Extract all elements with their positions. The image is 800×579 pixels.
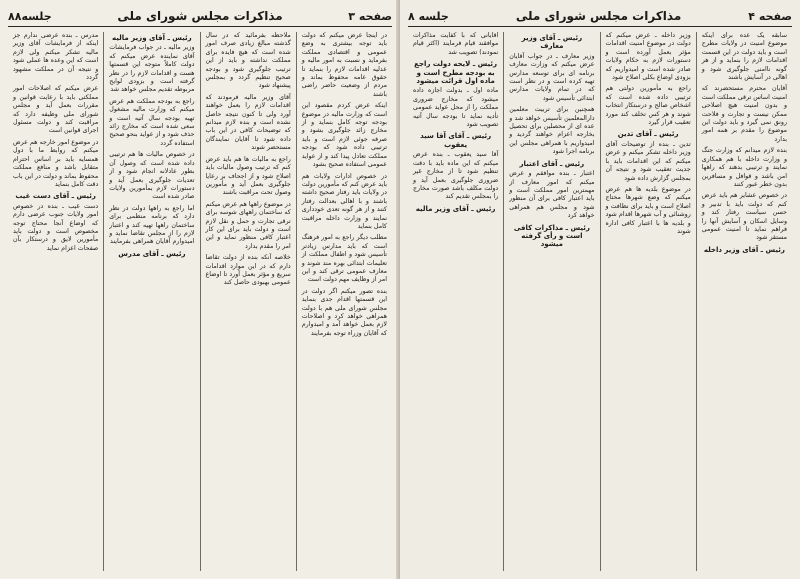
speaker-heading: رئیس ـ آقای وزیر مالیه (112, 34, 192, 42)
paragraph: آقای وزیر مالیه فرمودند که اقدامات لازم را بعمل خواهند آورد ولی تا کنون نتیجه حاصل نشده است و بنده لازم میدانم که توضیحات کافی در این باب داده شود تا آقایان نمایندگان مستحضر شوند (205, 93, 291, 152)
right-page-columns (408, 32, 792, 571)
text-column (504, 32, 600, 571)
text-column (201, 32, 297, 571)
paragraph: ماده اول ـ بدولت اجازه داده میشود که مخارج ضروری مملکت را از محل عواید عمومی تأدیه نماید تا بودجه سال آتیه تصویب شود (413, 87, 499, 129)
left-page-number: صفحه ۳ (348, 9, 392, 23)
text-column (601, 32, 697, 571)
paragraph: بنده لازم میدانم که وزارت جنگ و وزارت داخله با هم همکاری نمایند و ترتیبی بدهند که راهها امن باشد و قوافل و مسافرین بدون خطر عبور کنند (701, 147, 787, 188)
speaker-heading: رئیس ـ آقای آقا سید یعقوب (420, 132, 492, 149)
paragraph: آقا سید یعقوب ـ بنده عرض میکنم که این ماده باید با دقت تنظیم شود تا از مخارج غیر ضروری جلوگیری بعمل آید و دولت مکلف باشد صورت مخارج را بمجلس تقدیم کند (413, 151, 499, 201)
paragraph: در خصوص عشایر هم باید عرض کنم که دولت باید با تدبیر و حسن سیاست رفتار کند و وسایل اسکان و آسایش آنها را فراهم نماید تا امنیت عمومی مستقر شود (701, 192, 787, 242)
paragraph: راجع به مأمورین دولتی هم ترتیبی داده شده است که اشخاص صالح و درستکار انتخاب شوند و هر کس تخلف کند مورد تعقیب قرار گیرد (605, 85, 691, 127)
text-column (697, 32, 792, 571)
paragraph: وزیر داخله ـ عرض میکنم که دولت در موضوع امنیت اقدامات مؤثر بعمل آورده است و دستورات لازم به حکام ولایات صادر شده است و امیدواریم که بزودی اوضاع بکلی اصلاح شود (605, 32, 691, 82)
paragraph: اما راجع به راهها دولت در نظر دارد که برنامه منظمی برای ساختمان راهها تهیه کند و اعتبار لازم را از مجلس تقاضا نماید و امیدوارم آقایان همراهی بفرمایند (109, 204, 195, 246)
right-page-number: صفحه ۴ (748, 9, 792, 23)
text-column (408, 32, 504, 571)
paragraph: بنده تصور میکنم اگر دولت در این قسمتها اقدام جدی بنماید مجلس شورای ملی هم با دولت همراهی خواهد کرد و اصلاحات لازم بعمل خواهد آمد و امیدوارم که آقایان وزراء توجه بفرمایند (301, 287, 387, 337)
paragraph: آقایانی که با کفایت مذاکرات موافقند قیام فرمایند (اکثر قیام نمودند) تصویب شد (413, 32, 499, 56)
paragraph: در موضوع بلدیه ها هم عرض میکنم که وضع شهرها محتاج اصلاح است و باید برای نظافت و روشنائی و آب شهرها اقدام شود و بلدیه ها با اعتبار کافی اداره شوند (605, 185, 691, 235)
text-column (8, 32, 104, 571)
right-session-number: جلسه ۸ (408, 9, 449, 23)
speaker-heading: رئیس ـ آقای وزیر داخله (703, 245, 785, 254)
paragraph: همچنین برای تربیت معلمین دارالمعلمین تأسیس خواهد شد و عده ای از محصلین برای تحصیل بخارجه اعزام خواهند گردید و امیدواریم با همراهی مجلس این برنامه اجرا شود (509, 106, 595, 156)
paragraph: سابقه یک عده برای اینکه موضوع امنیت در ولایات مطرح است و باید دولت در این قسمت اقدامات لازم را بنماید و از هر گونه ناامنی جلوگیری شود و اهالی در آسایش باشند (701, 32, 787, 82)
paragraph: اینکه عرض کردم مقصود این است که وزارت مالیه در موضوع بودجه توجه کامل بنماید و از مخارج زائد جلوگیری بشود و صرفه جوئی لازم است و باید ترتیبی داده شود که بودجه مملکت تعادل پیدا کند و از عواید عمومی استفاده صحیح بشود (301, 102, 387, 169)
paragraph: ملاحظه بفرمائید که در سال گذشته مبالغ زیادی صرف امور شده است که هیچ فایده برای مملکت نداشته و باید از این ترتیب جلوگیری شود و بودجه صحیح تنظیم گردد و بمجلس پیشنهاد شود (205, 32, 291, 90)
paragraph: مطلب دیگر راجع به امور فرهنگ است که باید مدارس زیادتر تأسیس شود و اطفال مملکت از تعلیمات ابتدائی بهره مند شوند و معارف عمومی ترقی کند و این امر از وظایف مهم دولت است (301, 234, 387, 284)
paragraph: در اینجا عرض میکنم که دولت باید توجه بیشتری به وضع عمومی و اقتصادی مملکت بفرماید و نسبت به امور مالیه و عدلیه اقدامات لازم را بنماید تا حقوق عامه محفوظ بماند و مردم از وضعیت حاضر راضی باشند (301, 32, 387, 98)
paragraph: عرض میکنم که اصلاحات امور مملکتی باید با رعایت قوانین و مقررات بعمل آید و مجلس شورای ملی وظیفه دارد که مراقبت کند و دولت مسئول اجرای قوانین است (13, 85, 99, 135)
left-page-title: مذاکرات مجلس شورای ملی (117, 9, 283, 23)
left-page-columns (8, 32, 392, 571)
speaker-heading: رئیس ـ آقای دست غیب (15, 192, 96, 201)
paragraph: وزیر معارف ـ در جواب آقایان عرض میکنم که وزارت معارف برنامه ای برای توسعه مدارس تهیه کرده است و در نظر است که در تمام ولایات مدارس ابتدائی تأسیس شود (509, 52, 595, 102)
paragraph: خلاصه آنکه بنده از دولت تقاضا دارم که در این موارد اقدامات سریع و مؤثر بعمل آورد تا اوضاع عمومی بهبودی حاصل کند (205, 254, 291, 287)
paragraph: آقایان محترم مستحضرند که امنیت اساس ترقی مملکت است و بدون امنیت هیچ اصلاحی ممکن نیست و تجارت و فلاحت رونق نمی گیرد و باید دولت این موضوع را مقدم بر همه امور بدارد (701, 85, 787, 143)
speaker-heading: رئیس ـ لایحه دولت راجع به بودجه مطرح است و ماده اول قرائت میشود (414, 60, 498, 86)
paragraph: تدین ـ بنده از توضیحات آقای وزیر داخله تشکر میکنم و عرض میکنم که این اقدامات باید با جدیت تعقیب شود و نتیجه آن بمجلس گزارش داده شود (605, 140, 691, 182)
speaker-heading: رئیس ـ مذاکرات کافی است و رأی گرفته میشود (513, 223, 590, 249)
paragraph: راجع به مالیات ها هم باید عرض کنم که ترتیب وصول مالیات باید اصلاح شود و از اجحاف بر رعایا جلوگیری بعمل آید و مأمورین وصول تحت مراقبت باشند (205, 155, 291, 197)
speaker-heading: رئیس ـ آقای اعتبار (519, 159, 585, 168)
right-page-title: مذاکرات مجلس شورای ملی (515, 9, 682, 23)
paragraph: دست غیب ـ بنده در خصوص امور ولایات جنوب عرضی دارم که اوضاع آنجا محتاج توجه مخصوص است و دولت باید مأمورین لایق و درستکار بآن صفحات اعزام نماید (13, 202, 99, 252)
speaker-heading: رئیس ـ آقای وزیر معارف (521, 34, 583, 51)
paragraph: در خصوص مالیات ها هم ترتیبی داده شده است که وصول آن بطور عادلانه انجام شود و از تعدیات جلوگیری بعمل آید و دستورات لازم بمأمورین ولایات صادر شده است (109, 151, 195, 201)
left-session-number: جلسه۸۸ (8, 9, 52, 23)
speaker-heading: رئیس ـ آقای وزیر مالیه (415, 204, 496, 213)
speaker-heading: رئیس ـ آقای تدین (617, 130, 679, 139)
text-column (104, 32, 200, 571)
paragraph: مدرس ـ بنده عرضی ندارم جز اینکه از فرمایشات آقای وزیر مالیه تشکر میکنم ولی لازم است که این وعده ها عملی شود و نتیجه آن در مملکت مشهود گردد (13, 32, 99, 82)
paragraph: در خصوص ادارات ولایات هم باید عرض کنم که مأمورین دولت در ولایات باید رفتار صحیح داشته باشند و با اهالی بعدالت رفتار کنند و از هر گونه تعدی خودداری نمایند و وزارت داخله مراقبت کامل بنماید (301, 172, 387, 230)
right-page-header (408, 6, 792, 27)
paragraph: اعتبار ـ بنده موافقم و عرض میکنم که امور معارف از مهمترین امور مملکت است و باید اعتبار کافی برای آن منظور شود و مجلس هم همراهی خواهد کرد (509, 170, 595, 220)
paragraph: وزیر مالیه ـ در جواب فرمایشات آقای نماینده عرض میکنم که دولت کاملاً متوجه این قسمتها هست و اقدامات لازم را در نظر گرفته است و بزودی لوایح مربوطه تقدیم مجلس خواهد شد (109, 44, 195, 94)
text-column (297, 32, 392, 571)
right-page (400, 0, 800, 579)
paragraph: راجع به بودجه مملکت هم عرض میکنم که وزارت مالیه مشغول تهیه بودجه سال آتیه است و سعی شده است که مخارج زائد حذف شود و از عواید بنحو صحیح استفاده گردد (109, 97, 195, 147)
paragraph: در موضوع راهها هم عرض میکنم که ساختمان راههای شوسه برای ترقی تجارت و حمل و نقل لازم است و دولت باید برای این کار اعتبار کافی منظور نماید و این امر را مقدم بدارد (205, 200, 291, 250)
speaker-heading: رئیس ـ آقای مدرس (118, 249, 186, 258)
paragraph: در موضوع امور خارجه هم عرض میکنم که روابط ما با دول همسایه باید بر اساس احترام متقابل باشد و منافع مملکت محفوظ بماند و دولت در این باب دقت کامل بنماید (13, 138, 99, 188)
left-page-header (8, 6, 392, 27)
